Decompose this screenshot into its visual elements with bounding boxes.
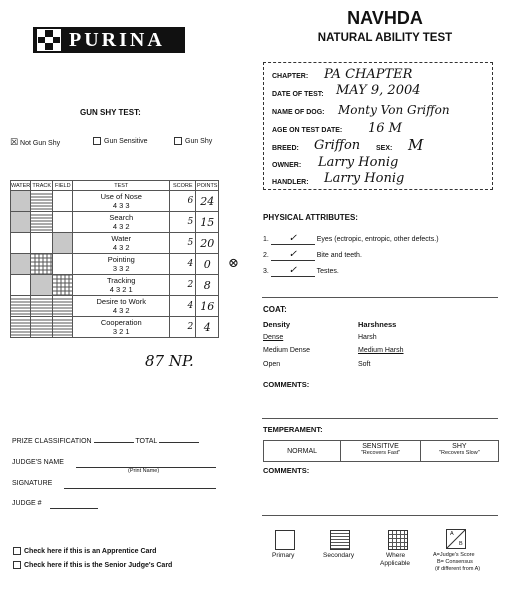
- col-points: POINTS: [197, 182, 218, 189]
- item-number: 3.: [263, 268, 269, 275]
- divider: [262, 418, 498, 419]
- test-name: Desire to Work: [96, 297, 146, 306]
- dog-info-box: [263, 62, 493, 190]
- legend-where-label: Where: [386, 552, 406, 559]
- title-natural-ability: NATURAL ABILITY TEST: [317, 32, 453, 44]
- prize-classification-field[interactable]: [12, 438, 199, 445]
- breed-value: Griffon: [314, 138, 361, 153]
- col-water: WATER: [11, 182, 31, 189]
- col-test: TEST: [73, 181, 170, 191]
- score-value: 5: [187, 238, 194, 248]
- not-gun-shy-option[interactable]: [10, 137, 60, 148]
- total-label: TOTAL: [135, 438, 158, 445]
- date-value: MAY 9, 2004: [336, 83, 421, 98]
- test-name: Water: [111, 234, 132, 243]
- legend-secondary-label: Secondary: [323, 552, 355, 559]
- gun-shy-option[interactable]: [174, 137, 212, 145]
- score-value: 2: [187, 280, 194, 290]
- dog-name-value: Monty Von Griffon: [338, 103, 450, 117]
- sensitive-label: SENSITIVE: [362, 443, 399, 450]
- table-row: [11, 191, 219, 212]
- density-dense[interactable]: Dense: [263, 334, 284, 341]
- legend-primary-label: Primary: [272, 552, 295, 559]
- table-row: [11, 275, 219, 296]
- physical-title: PHYSICAL ATTRIBUTES:: [263, 213, 358, 222]
- points-value: 20: [200, 236, 215, 250]
- temperament-options: [263, 440, 499, 462]
- legend-applicable-label: Applicable: [380, 560, 410, 567]
- legend-judge-score: A=Judge's Score: [433, 552, 475, 558]
- points-value: 16: [200, 299, 215, 313]
- check-mark-icon: ✓: [271, 249, 315, 261]
- age-label: AGE ON TEST DATE:: [272, 127, 343, 134]
- col-score: SCORE: [170, 181, 196, 191]
- temperament-title: TEMPERAMENT:: [263, 425, 323, 434]
- breed-label: BREED:: [272, 145, 299, 152]
- physical-item: [263, 249, 362, 261]
- checked-box-icon: ☒: [10, 137, 19, 147]
- check-mark-icon: ✓: [271, 233, 315, 245]
- score-value: 6: [187, 196, 194, 206]
- owner-value: Larry Honig: [318, 155, 399, 170]
- print-name-hint: (Print Name): [128, 468, 160, 474]
- signature-label: SIGNATURE: [12, 480, 53, 487]
- checkbox-icon: [174, 137, 182, 145]
- normal-label: NORMAL: [287, 447, 318, 455]
- temperament-comments-label: COMMENTS:: [263, 466, 310, 475]
- handler-label: HANDLER:: [272, 179, 309, 186]
- col-track: TRACK: [32, 182, 52, 189]
- legend-consensus: B= Consensus: [437, 559, 473, 565]
- legend-diff: (if different from A): [435, 566, 481, 572]
- judge-name-label: JUDGE'S NAME: [12, 459, 64, 466]
- table-row: [11, 317, 219, 338]
- shy-sub: "Recovers Slow": [439, 450, 480, 456]
- checkbox-icon: [93, 137, 101, 145]
- col-field: FIELD: [53, 181, 73, 191]
- chapter-label: CHAPTER:: [272, 73, 309, 80]
- gun-shy-label: Gun Shy: [185, 137, 213, 145]
- gun-sensitive-option[interactable]: [93, 137, 148, 145]
- total-note: 87 NP.: [145, 352, 194, 370]
- test-scores: 4 3 2 1: [109, 285, 133, 294]
- checkbox-icon: [13, 547, 21, 555]
- title-navhda: NAVHDA: [347, 8, 423, 28]
- shy-label: SHY: [452, 443, 467, 450]
- table-row: [11, 254, 219, 275]
- signature-line[interactable]: [64, 488, 216, 489]
- legend-primary-icon: [275, 530, 295, 550]
- table-row: [11, 296, 219, 317]
- points-value: 24: [200, 194, 215, 208]
- dog-name-label: NAME OF DOG:: [272, 109, 325, 116]
- density-title: Density: [263, 320, 291, 329]
- owner-label: OWNER:: [272, 162, 302, 169]
- senior-label: Check here if this is the Senior Judge's Card: [24, 561, 173, 569]
- sex-label: SEX:: [376, 145, 393, 152]
- test-scores: 4 3 2: [112, 306, 130, 315]
- test-name: Cooperation: [100, 318, 142, 327]
- coat-comments-label: COMMENTS:: [263, 380, 310, 389]
- divider: [262, 297, 498, 298]
- item-text: Testes.: [316, 268, 339, 275]
- judge-number-line[interactable]: [50, 508, 98, 509]
- table-row: [11, 212, 219, 233]
- chapter-value: PA CHAPTER: [324, 67, 413, 82]
- table-row: [11, 233, 219, 254]
- legend-where-icon: [388, 530, 408, 550]
- age-value: 16 M: [368, 121, 402, 136]
- pointing-mark-icon: ⊗: [228, 256, 239, 271]
- score-value: 2: [187, 322, 194, 332]
- density-medium[interactable]: Medium Dense: [263, 347, 311, 354]
- brand-name: PURINA: [69, 28, 165, 51]
- harsh-soft[interactable]: Soft: [358, 361, 371, 368]
- prize-label: PRIZE CLASSIFICATION: [12, 438, 92, 445]
- purina-logo: [33, 27, 185, 53]
- points-value: 8: [203, 278, 211, 292]
- points-value: 15: [200, 215, 215, 229]
- test-scores: 4 3 3: [112, 201, 130, 210]
- gun-sensitive-label: Gun Sensitive: [104, 137, 148, 145]
- legend-ab-icon: [446, 529, 466, 549]
- harsh-medium[interactable]: Medium Harsh: [358, 347, 404, 354]
- temperament-shy[interactable]: [421, 441, 498, 461]
- checkbox-icon: [13, 561, 21, 569]
- item-text: Eyes (ectropic, entropic, other defects.): [316, 236, 439, 243]
- sex-value: M: [408, 136, 424, 154]
- physical-item: [263, 265, 339, 277]
- apprentice-label: Check here if this is an Apprentice Card: [24, 547, 157, 555]
- coat-title: COAT:: [263, 305, 287, 314]
- legend-secondary-icon: [330, 530, 350, 550]
- harshness-title: Harshness: [358, 320, 397, 329]
- item-number: 1.: [263, 236, 269, 243]
- density-open[interactable]: Open: [263, 361, 281, 368]
- gunshy-title: GUN SHY TEST:: [80, 108, 141, 117]
- sensitive-sub: "Recovers Fast": [360, 450, 401, 456]
- handler-value: Larry Honig: [324, 171, 405, 186]
- temperament-sensitive[interactable]: [341, 441, 421, 461]
- physical-item: [263, 233, 439, 245]
- check-mark-icon: ✓: [271, 265, 315, 277]
- test-name: Search: [109, 213, 134, 222]
- score-value: 4: [187, 259, 194, 269]
- judge-number-label: JUDGE #: [12, 500, 42, 507]
- test-scores: 3 3 2: [112, 264, 130, 273]
- score-value: 5: [187, 217, 194, 227]
- divider: [262, 515, 498, 516]
- points-value: 0: [203, 257, 211, 271]
- score-table: [10, 180, 219, 338]
- test-name: Pointing: [107, 255, 135, 264]
- points-value: 4: [203, 320, 211, 334]
- legend-b: B: [459, 541, 463, 547]
- senior-option[interactable]: [13, 561, 172, 569]
- date-label: DATE OF TEST:: [272, 91, 324, 98]
- apprentice-option[interactable]: [13, 547, 156, 555]
- not-gun-shy-label: Not Gun Shy: [20, 140, 61, 147]
- test-name: Use of Nose: [100, 192, 142, 201]
- test-scores: 4 3 2: [112, 222, 130, 231]
- item-number: 2.: [263, 252, 269, 259]
- item-text: Bite and teeth.: [316, 252, 362, 259]
- harsh-harsh[interactable]: Harsh: [358, 334, 377, 341]
- test-name: Tracking: [107, 276, 136, 285]
- test-scores: 4 3 2: [112, 243, 130, 252]
- score-value: 4: [187, 301, 194, 311]
- temperament-normal[interactable]: [264, 441, 341, 461]
- legend-a: A: [450, 531, 454, 537]
- checkerboard-icon: [37, 29, 61, 51]
- test-scores: 3 2 1: [112, 327, 130, 336]
